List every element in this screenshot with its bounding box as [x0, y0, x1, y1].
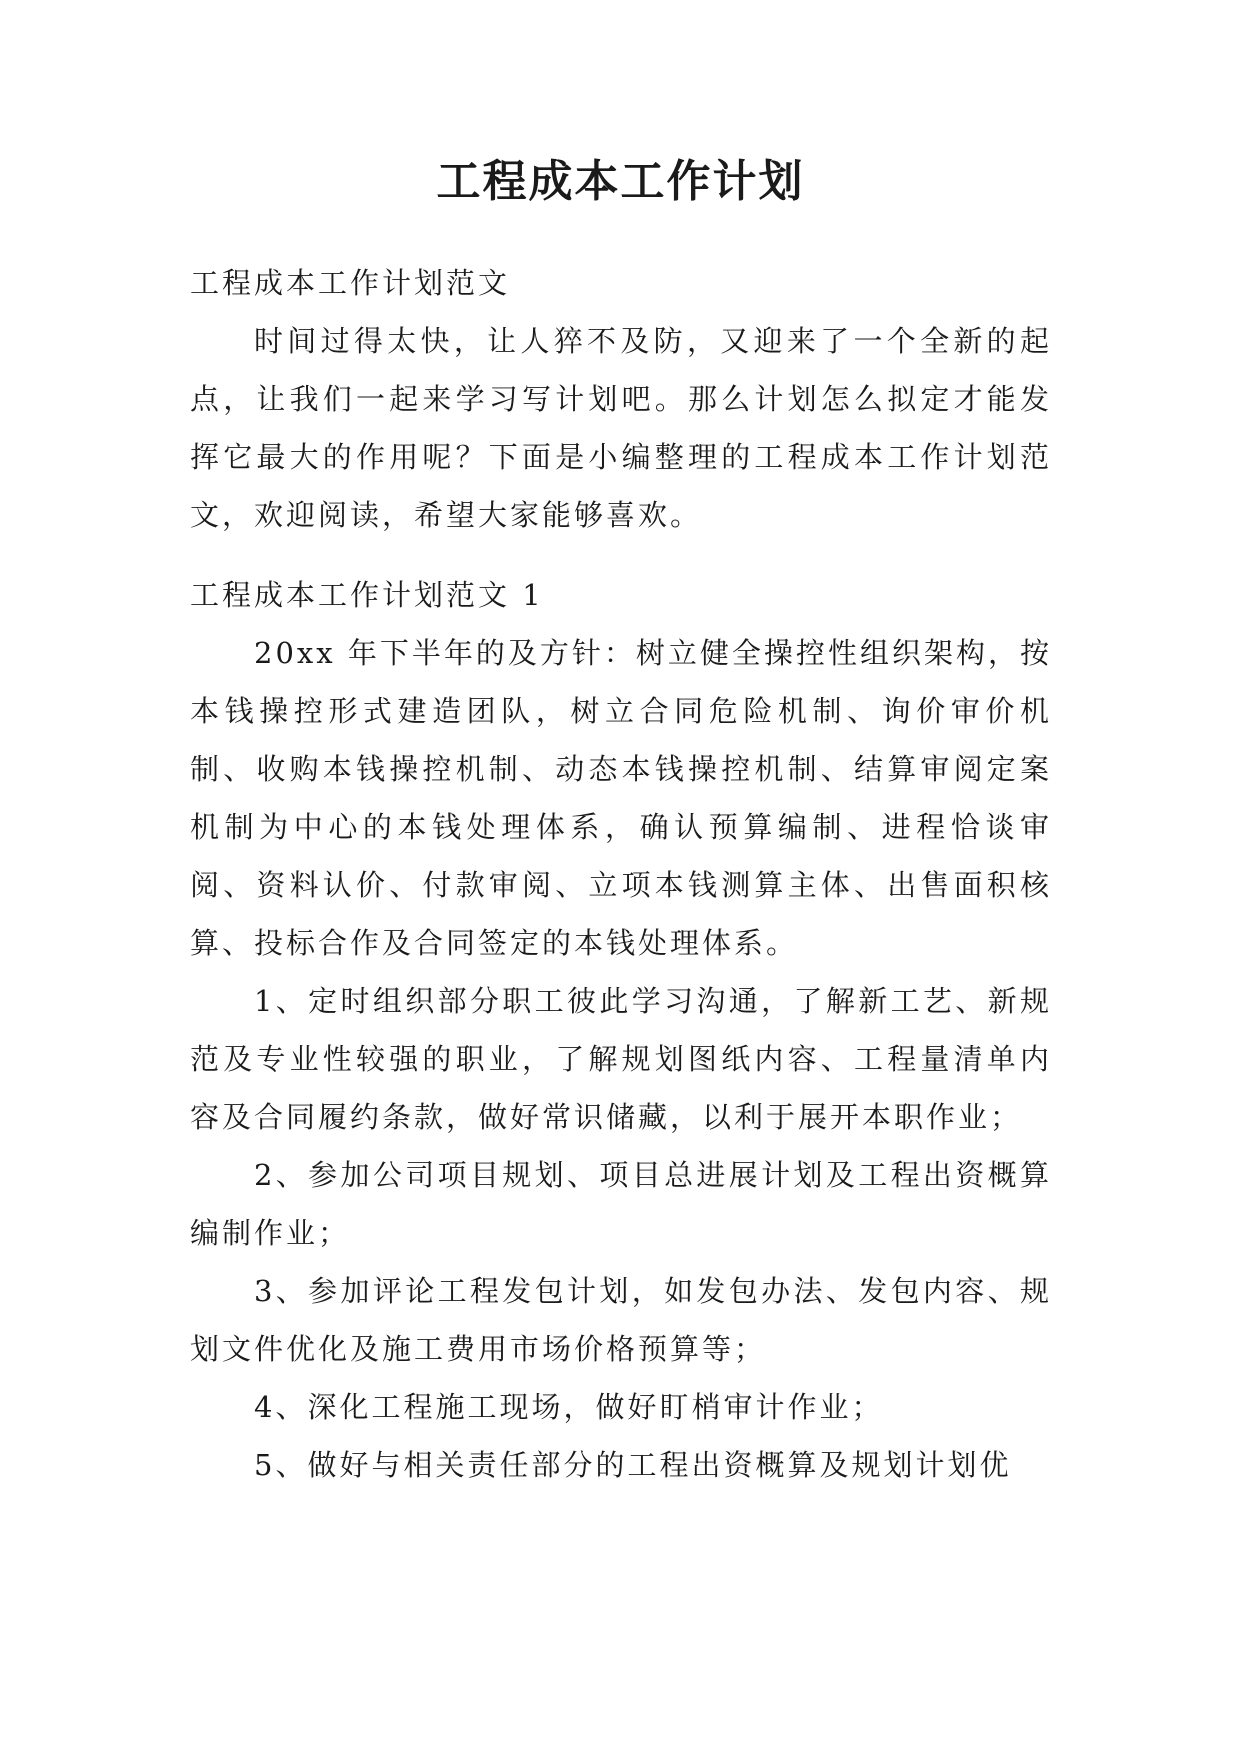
list-item: 2、参加公司项目规划、项目总进展计划及工程出资概算编制作业； — [190, 1158, 1052, 1250]
list-item: 5、做好与相关责任部分的工程出资概算及规划计划优 — [254, 1448, 1012, 1482]
intro-block — [190, 254, 1052, 544]
subtitle: 工程成本工作计划范文 — [190, 266, 511, 300]
intro-paragraph: 时间过得太快，让人猝不及防，又迎来了一个全新的起点，让我们一起来学习写计划吧。那么计划怎么拟定才能发挥它最大的作用呢？下面是小编整理的工程成本工作计划范文，欢迎阅读，希望大家能够喜欢。 — [190, 324, 1052, 532]
section-1-paragraph: 20xx 年下半年的及方针：树立健全操控性组织架构，按本钱操控形式建造团队，树立合同危险机制、询价审价机制、收购本钱操控机制、动态本钱操控机制、结算审阅定案机制为中心的本钱处理体系，确认预算编制、进程恰谈审阅、资料认价、付款审阅、立项本钱测算主体、出售面积核算、投标合作及合同签定的本钱处理体系。 — [190, 636, 1052, 960]
section-1-heading: 工程成本工作计划范文 1 — [190, 578, 544, 612]
section-1 — [190, 566, 1052, 1494]
list-item: 4、深化工程施工现场，做好盯梢审计作业； — [254, 1390, 884, 1424]
document-title: 工程成本工作计划 — [436, 156, 805, 207]
list-item: 3、参加评论工程发包计划，如发包办法、发包内容、规划文件优化及施工费用市场价格预算等； — [190, 1274, 1052, 1366]
list-item: 1、定时组织部分职工彼此学习沟通，了解新工艺、新规范及专业性较强的职业，了解规划图纸内容、工程量清单内容及合同履约条款，做好常识储藏，以利于展开本职作业； — [190, 984, 1052, 1134]
